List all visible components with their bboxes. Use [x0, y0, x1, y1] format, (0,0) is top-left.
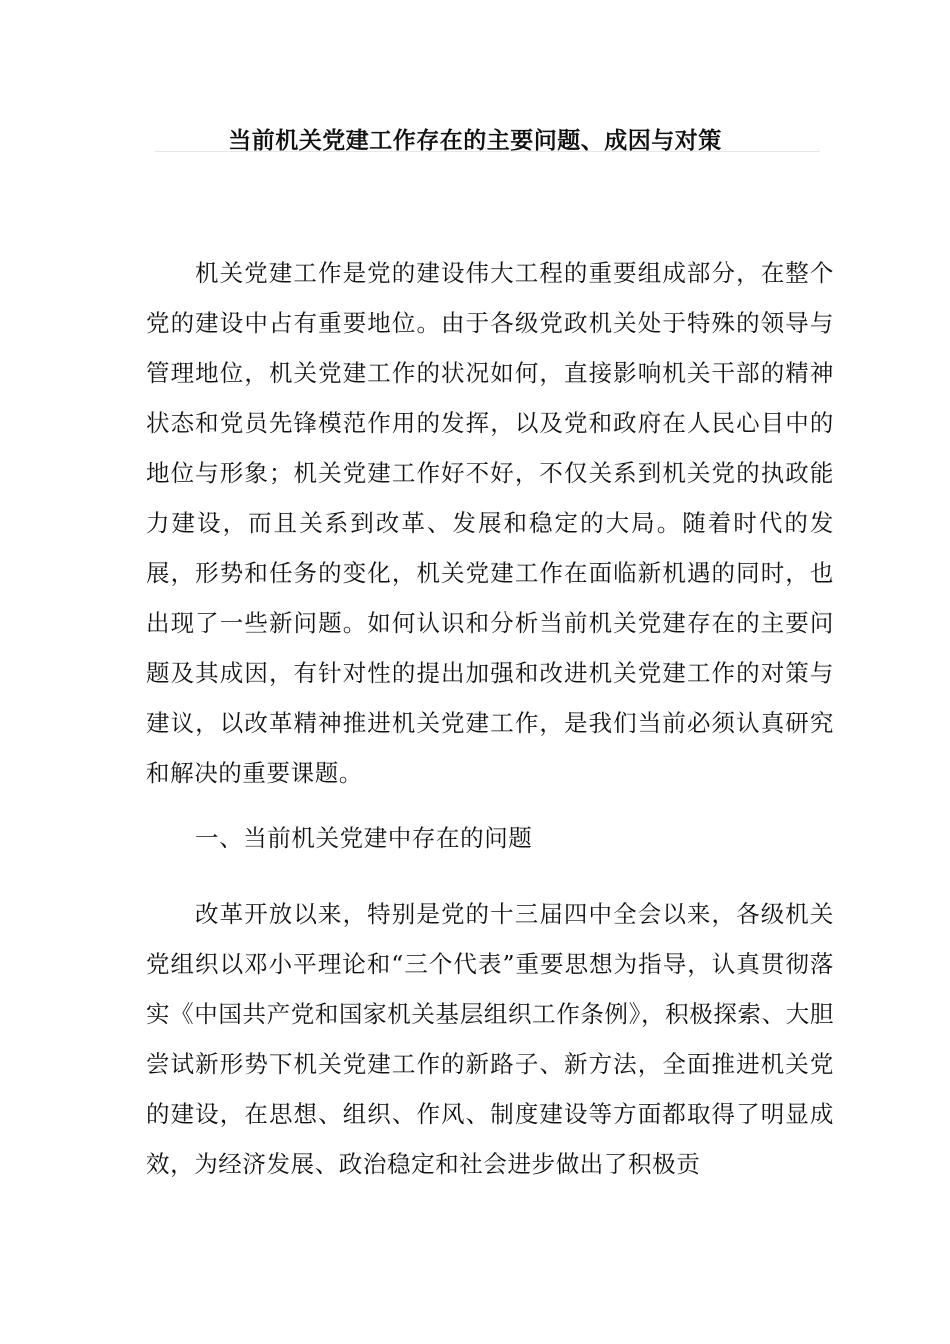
body-paragraph-intro: 机关党建工作是党的建设伟大工程的重要组成部分，在整个党的建设中占有重要地位。由于各级党政机关处于特殊的领导与管理地位，机关党建工作的状况如何，直接影响机关干部的精神状态和党员先锋模范作用的发挥，以及党和政府在人民心目中的地位与形象；机关党建工作好不好，不仅关系到机关党的执政能力建设，而且关系到改革、发展和稳定的大局。随着时代的发展，形势和任务的变化，机关党建工作在面临新机遇的同时，也出现了一些新问题。如何认识和分析当前机关党建存在的主要问题及其成因，有针对性的提出加强和改进机关党建工作的对策与建议，以改革精神推进机关党建工作，是我们当前必须认真研究和解决的重要课题。 [146, 259, 834, 787]
document-title: 当前机关党建工作存在的主要问题、成因与对策 [228, 128, 722, 154]
section-heading: 一、当前机关党建中存在的问题 [195, 824, 533, 852]
body-paragraph-section-one: 改革开放以来，特别是党的十三届四中全会以来，各级机关党组织以邓小平理论和“三个代表”重要思想为指导，认真贯彻落实《中国共产党和国家机关基层组织工作条例》，积极探索、大胆尝试新形势下机关党建工作的新路子、新方法，全面推进机关党的建设，在思想、组织、作风、制度建设等方面都取得了明显成效，为经济发展、政治稳定和社会进步做出了积极贡 [146, 900, 834, 1178]
title-divider [155, 151, 820, 152]
